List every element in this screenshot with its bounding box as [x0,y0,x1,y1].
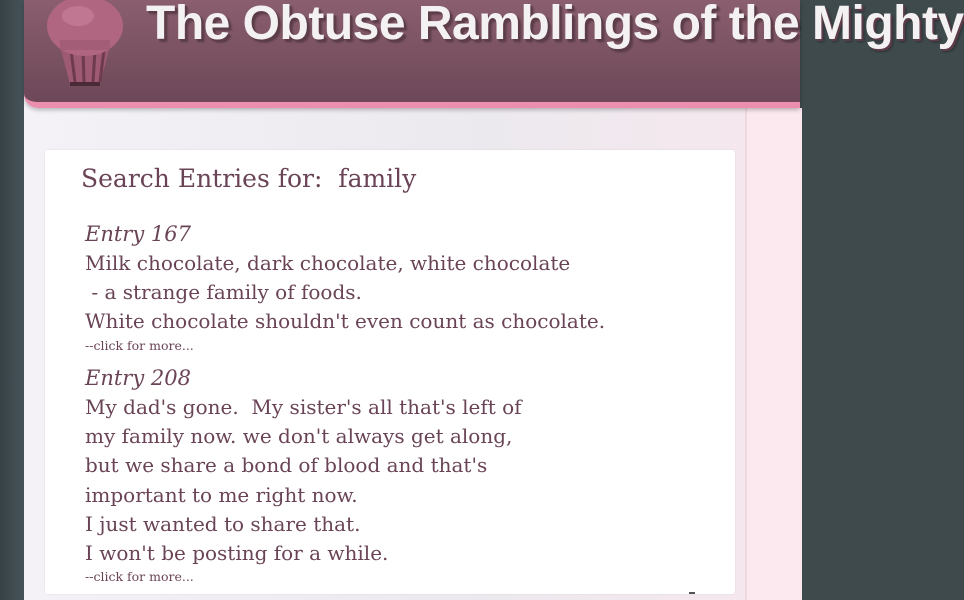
entry-title[interactable]: Entry 208 [85,366,191,390]
entry-text-line: I won't be posting for a while. [85,541,389,566]
entry-text-line: My dad's gone. My sister's all that's left of [85,395,522,419]
left-sidebar-strip [0,0,24,600]
search-result-entry [85,363,705,586]
search-results-panel [45,150,735,594]
cupcake-icon[interactable] [38,0,128,92]
entry-text-line: - a strange family of foods. [85,280,362,305]
search-results-heading: Search Entries for: family [81,164,417,193]
click-for-more-link[interactable]: --click for more... [85,337,194,353]
entry-text-line: important to me right now. [85,482,358,507]
right-panel [745,108,802,600]
entry-text-line: I just wanted to share that. [85,511,361,536]
entry-text-line: White chocolate shouldn't even count as chocolate. [85,309,606,334]
entry-text-line: but we share a bond of blood and that's [85,453,488,478]
site-title[interactable]: The Obtuse Ramblings of the Mighty [146,0,964,50]
entry-text-line: Milk chocolate, dark chocolate, white chocolate [85,251,571,275]
scroll-marker [689,592,695,594]
entry-title[interactable]: Entry 167 [85,222,191,246]
entry-text-line: my family now. we don't always get along, [85,424,513,449]
search-result-entry [85,219,705,355]
site-header [24,0,964,108]
click-for-more-link[interactable]: --click for more... [85,569,194,585]
